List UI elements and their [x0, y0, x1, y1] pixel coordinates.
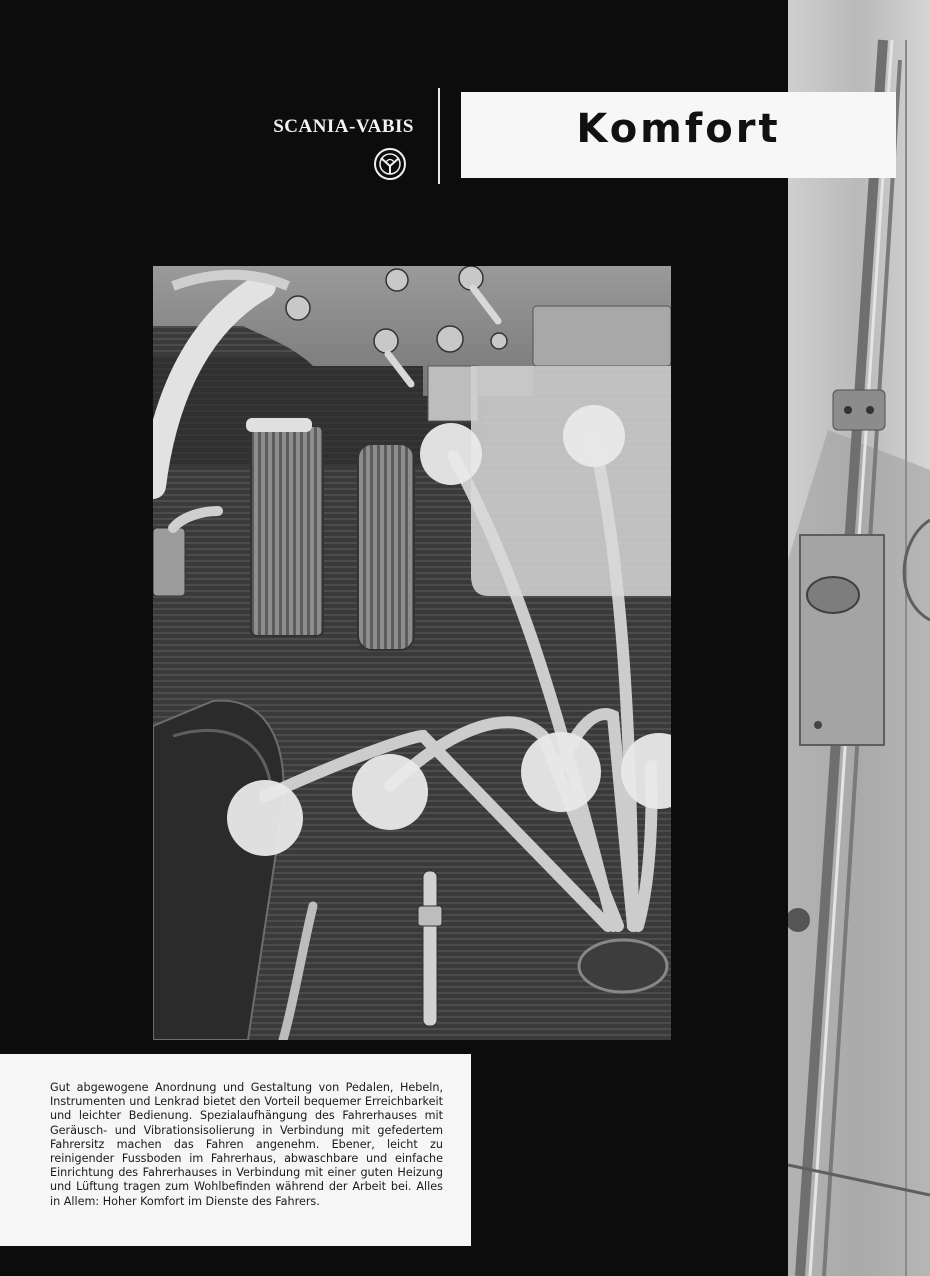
caption-box	[0, 1054, 471, 1246]
cab-interior-photo	[153, 266, 671, 1040]
brand-block	[236, 108, 426, 188]
door-photo	[788, 0, 930, 1276]
griffin-steering-wheel-emblem-icon	[372, 146, 408, 182]
brand-name: SCANIA-VABIS	[273, 116, 414, 137]
caption-text: Gut abgewogene Anordnung und Gestaltung von Pedalen, Hebeln, Instrumenten und Lenkrad bietet den Vorteil bequemer Erreichbarkeit und leichter Bedienung. Spezialaufhängung des Fahrerhauses mit Geräusch- und Vibrationsisolierung in Verbindung mit gefedertem Fahrersitz machen das Fahren angenehm. Ebener, leicht zu reinigender Fussboden im Fahrerhaus, abwaschbare und einfache Einrichtung des Fahrerhauses in Verbindung mit einer guten Heizung und Lüftung tragen zum Wohlbefinden während der Arbeit bei. Alles in Allem: Hoher Komfort im Dienste des Fahrers.	[50, 1081, 443, 1208]
title-box	[461, 92, 896, 178]
page-title: Komfort	[576, 106, 781, 152]
header-divider	[438, 88, 440, 184]
